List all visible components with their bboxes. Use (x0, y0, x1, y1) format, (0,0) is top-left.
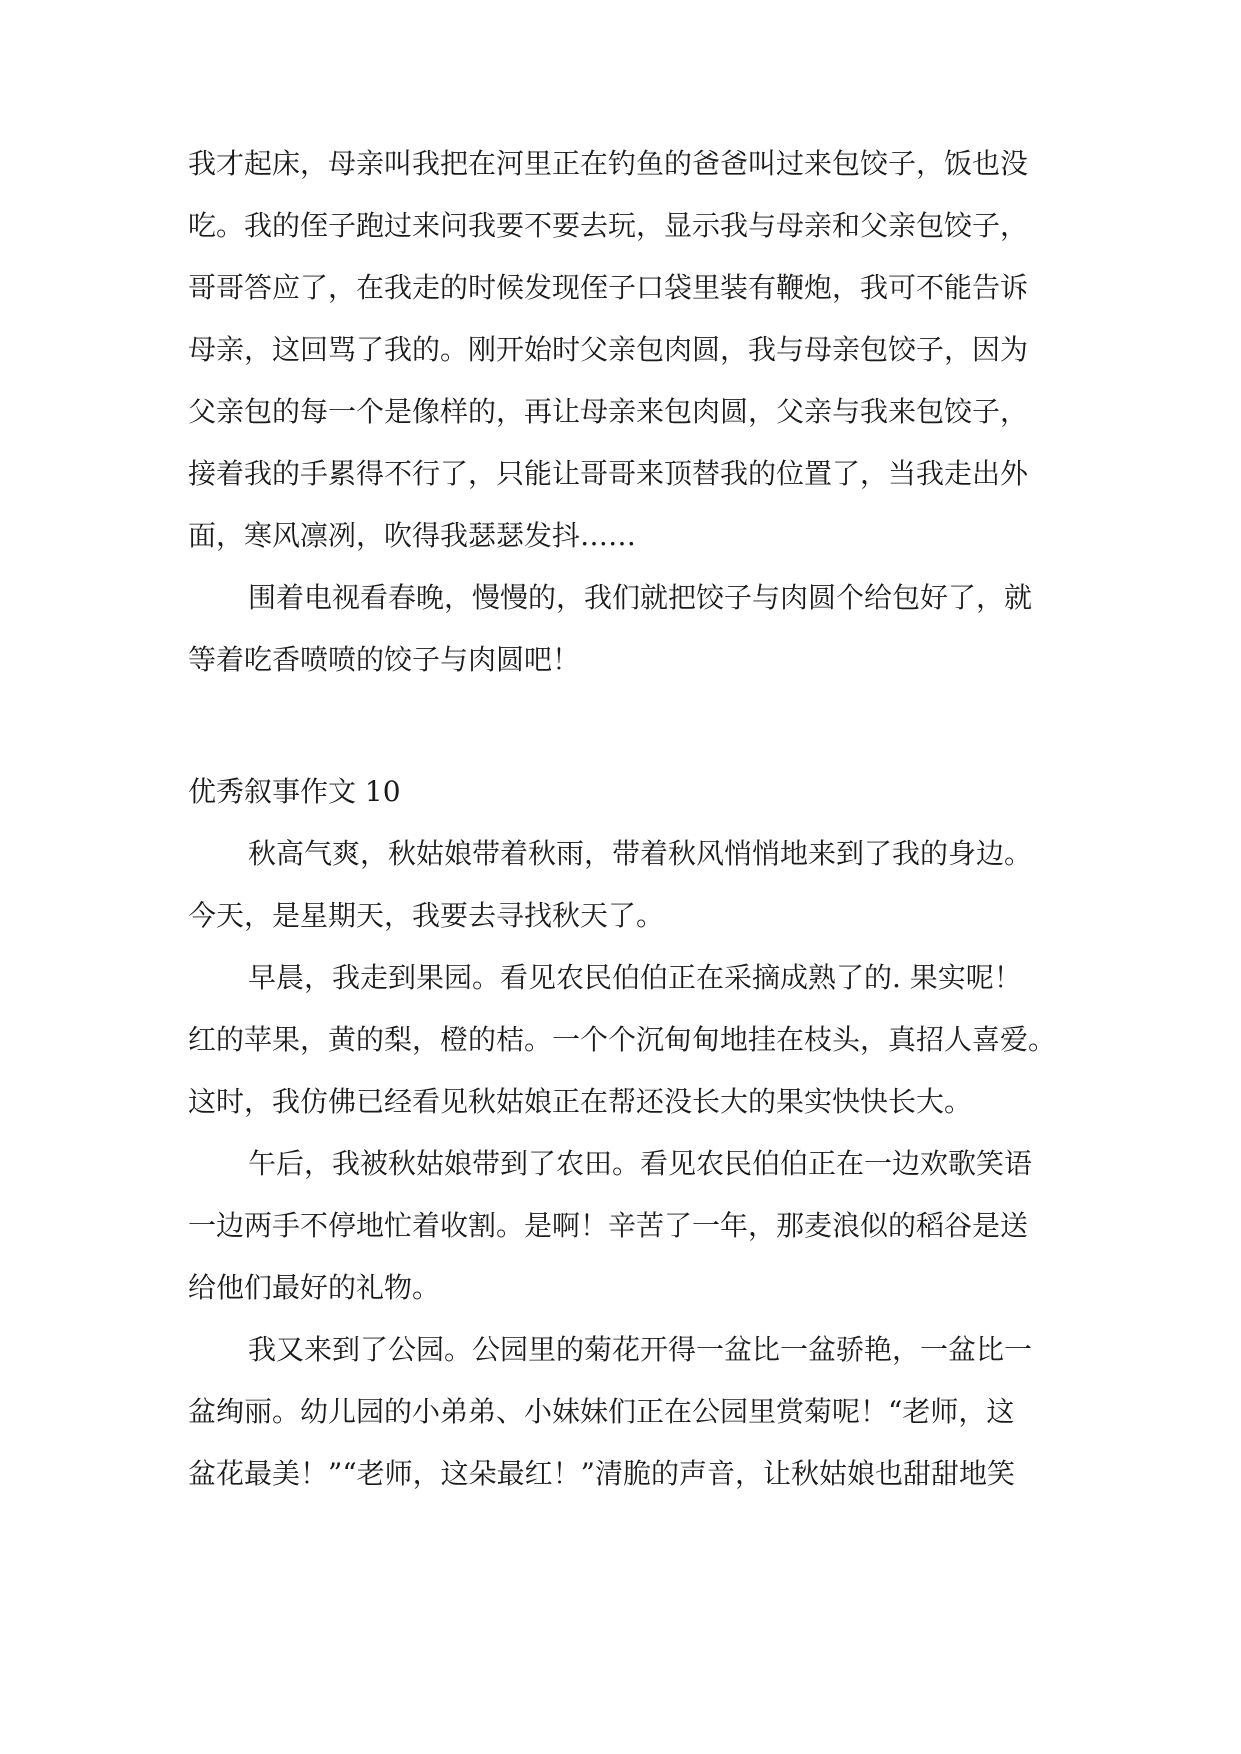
text-line: 秋高气爽，秋姑娘带着秋雨，带着秋风悄悄地来到了我的身边。 (248, 837, 1033, 870)
text-line: 哥哥答应了，在我走的时候发现侄子口袋里装有鞭炮，我可不能告诉 (188, 271, 1029, 304)
text-line: 一边两手不停地忙着收割。是啊！辛苦了一年，那麦浪似的稻谷是送 (188, 1209, 1029, 1242)
text-line: 盆绚丽。幼儿园的小弟弟、小妹妹们正在公园里赏菊呢！“老师，这 (188, 1395, 1015, 1428)
text-line: 给他们最好的礼物。 (188, 1271, 441, 1304)
text-line: 接着我的手累得不行了，只能让哥哥来顶替我的位置了，当我走出外 (188, 457, 1029, 490)
text-line: 围着电视看春晚，慢慢的，我们就把饺子与肉圆个给包好了，就 (248, 581, 1033, 614)
text-line: 等着吃香喷喷的饺子与肉圆吧！ (188, 643, 581, 676)
text-line: 母亲，这回骂了我的。刚开始时父亲包肉圆，我与母亲包饺子，因为 (188, 333, 1029, 366)
text-line: 面，寒风凛冽，吹得我瑟瑟发抖…… (188, 519, 637, 552)
text-line: 早晨，我走到果园。看见农民伯伯正在采摘成熟了的. 果实呢！ (248, 961, 1022, 994)
text-line: 吃。我的侄子跑过来问我要不要去玩，显示我与母亲和父亲包饺子， (188, 209, 1029, 242)
text-line: 午后，我被秋姑娘带到了农田。看见农民伯伯正在一边欢歌笑语 (248, 1147, 1033, 1180)
text-line: 这时，我仿佛已经看见秋姑娘正在帮还没长大的果实快快长大。 (188, 1085, 973, 1118)
text-line: 我才起床，母亲叫我把在河里正在钓鱼的爸爸叫过来包饺子，饭也没 (188, 147, 1029, 180)
text-line: 盆花最美！”“老师，这朵最红！”清脆的声音，让秋姑娘也甜甜地笑 (188, 1457, 1015, 1490)
essay-title: 优秀叙事作文 10 (188, 775, 401, 808)
text-line: 今天，是星期天，我要去寻找秋天了。 (188, 899, 665, 932)
text-line: 父亲包的每一个是像样的，再让母亲来包肉圆，父亲与我来包饺子， (188, 395, 1029, 428)
text-line: 红的苹果，黄的梨，橙的桔。一个个沉甸甸地挂在枝头，真招人喜爱。 (188, 1023, 1057, 1056)
text-line: 我又来到了公园。公园里的菊花开得一盆比一盆骄艳，一盆比一 (248, 1333, 1033, 1366)
